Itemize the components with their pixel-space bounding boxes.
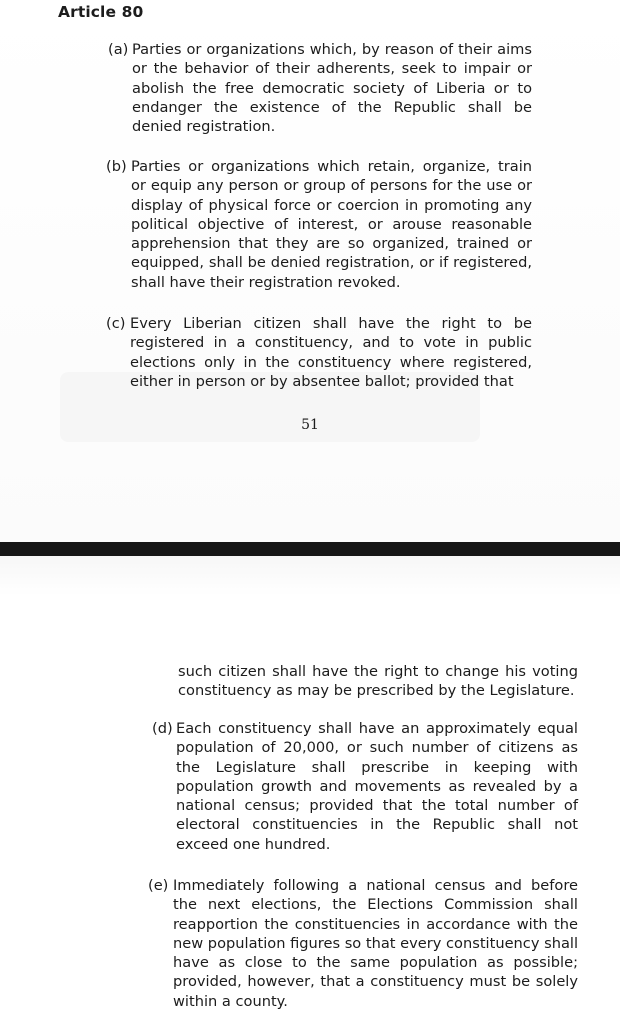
clause-b [106, 157, 532, 292]
continuation-text: such citizen shall have the right to change his voting constituency as may be prescribed by the Legislature. [178, 663, 578, 700]
clause-marker: (e) [148, 877, 169, 894]
clause-text: Parties or organizations which retain, organize, train or equip any person or group of persons for the use or display of physical force or coercion in promoting any political objective of interest, or arouse reasonable apprehension that they are so organized, trained or equipped, shall be denied registration, or if registered, shall have their registration revoked. [131, 158, 532, 291]
article-heading: Article 80 [58, 3, 144, 21]
clause-d [152, 719, 578, 854]
clause-marker: (c) [106, 315, 126, 332]
clause-marker: (a) [108, 41, 129, 58]
clause-e [148, 876, 578, 1011]
clause-text: Each constituency shall have an approximately equal population of 20,000, or such number of citizens as the Legislature shall prescribe in keeping with population growth and movements as revealed by a national census; provided that the total number of electoral constituencies in the Republic shall not exceed one hundred. [176, 720, 578, 853]
clause-text: Parties or organizations which, by reason of their aims or the behavior of their adherents, seek to impair or abolish the free democratic society of Liberia or to endanger the existence of the Republic shall be denied registration. [132, 41, 532, 136]
document-page-bottom [0, 556, 620, 1024]
clause-text: Immediately following a national census and before the next elections, the Elections Commission shall reapportion the constituencies in accordance with the new population figures so that every constituency shall have as close to the same population as possible; provided, however, that a constituency must be solely within a county. [173, 877, 579, 1010]
clause-a [108, 40, 532, 136]
page-number: 51 [301, 417, 319, 433]
clause-c [106, 314, 532, 391]
page-divider [0, 542, 620, 556]
clause-marker: (d) [152, 720, 173, 737]
clause-text: Every Liberian citizen shall have the right to be registered in a constituency, and to vote in public elections only in the constituency where registered, either in person or by absentee ballot; provided that [130, 315, 532, 390]
clause-marker: (b) [106, 158, 127, 175]
